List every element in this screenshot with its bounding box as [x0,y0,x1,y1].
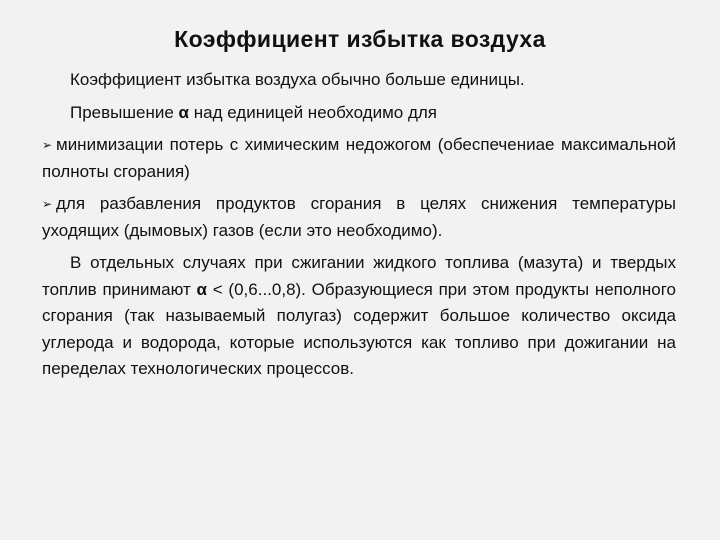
paragraph-excess-text-end: над единицей необходимо для [189,102,437,122]
arrow-bullet-icon: ➢ [42,138,53,152]
paragraph-special-text-end: < (0,6...0,8). Образующиеся при этом продукты неполного сгорания (так называемый полугаз) содержит большое количество оксида углерода и водорода, которые используются как топливо при дожигании на переделах технологических процессов. [42,279,676,378]
paragraph-excess [42,100,676,127]
slide-title: Коэффициент избытка воздуха [174,26,546,52]
bullet-item-minimization-text: минимизации потерь с химическим недожогом (обеспечениае максимальной полноты сгорания) [42,135,676,181]
alpha-symbol: α [178,102,189,122]
bullet-item-minimization [42,132,676,185]
bullet-item-dilution [42,191,676,244]
alpha-symbol: α [196,279,207,299]
bullet-item-dilution-text: для разбавления продуктов сгорания в целях снижения температуры уходящих (дымовых) газов (если это необходимо). [42,194,676,240]
paragraph-special-text-start: В отдельных случаях при сжигании жидкого топлива (мазута) и твердых топлив принимают [42,253,676,299]
paragraph-intro: Коэффициент избытка воздуха обычно больше единицы. [70,70,525,89]
paragraph-excess-text-start: Превышение [70,102,179,122]
arrow-bullet-icon: ➢ [42,197,53,211]
paragraph-special-cases [42,250,676,383]
slide-body [42,67,676,389]
